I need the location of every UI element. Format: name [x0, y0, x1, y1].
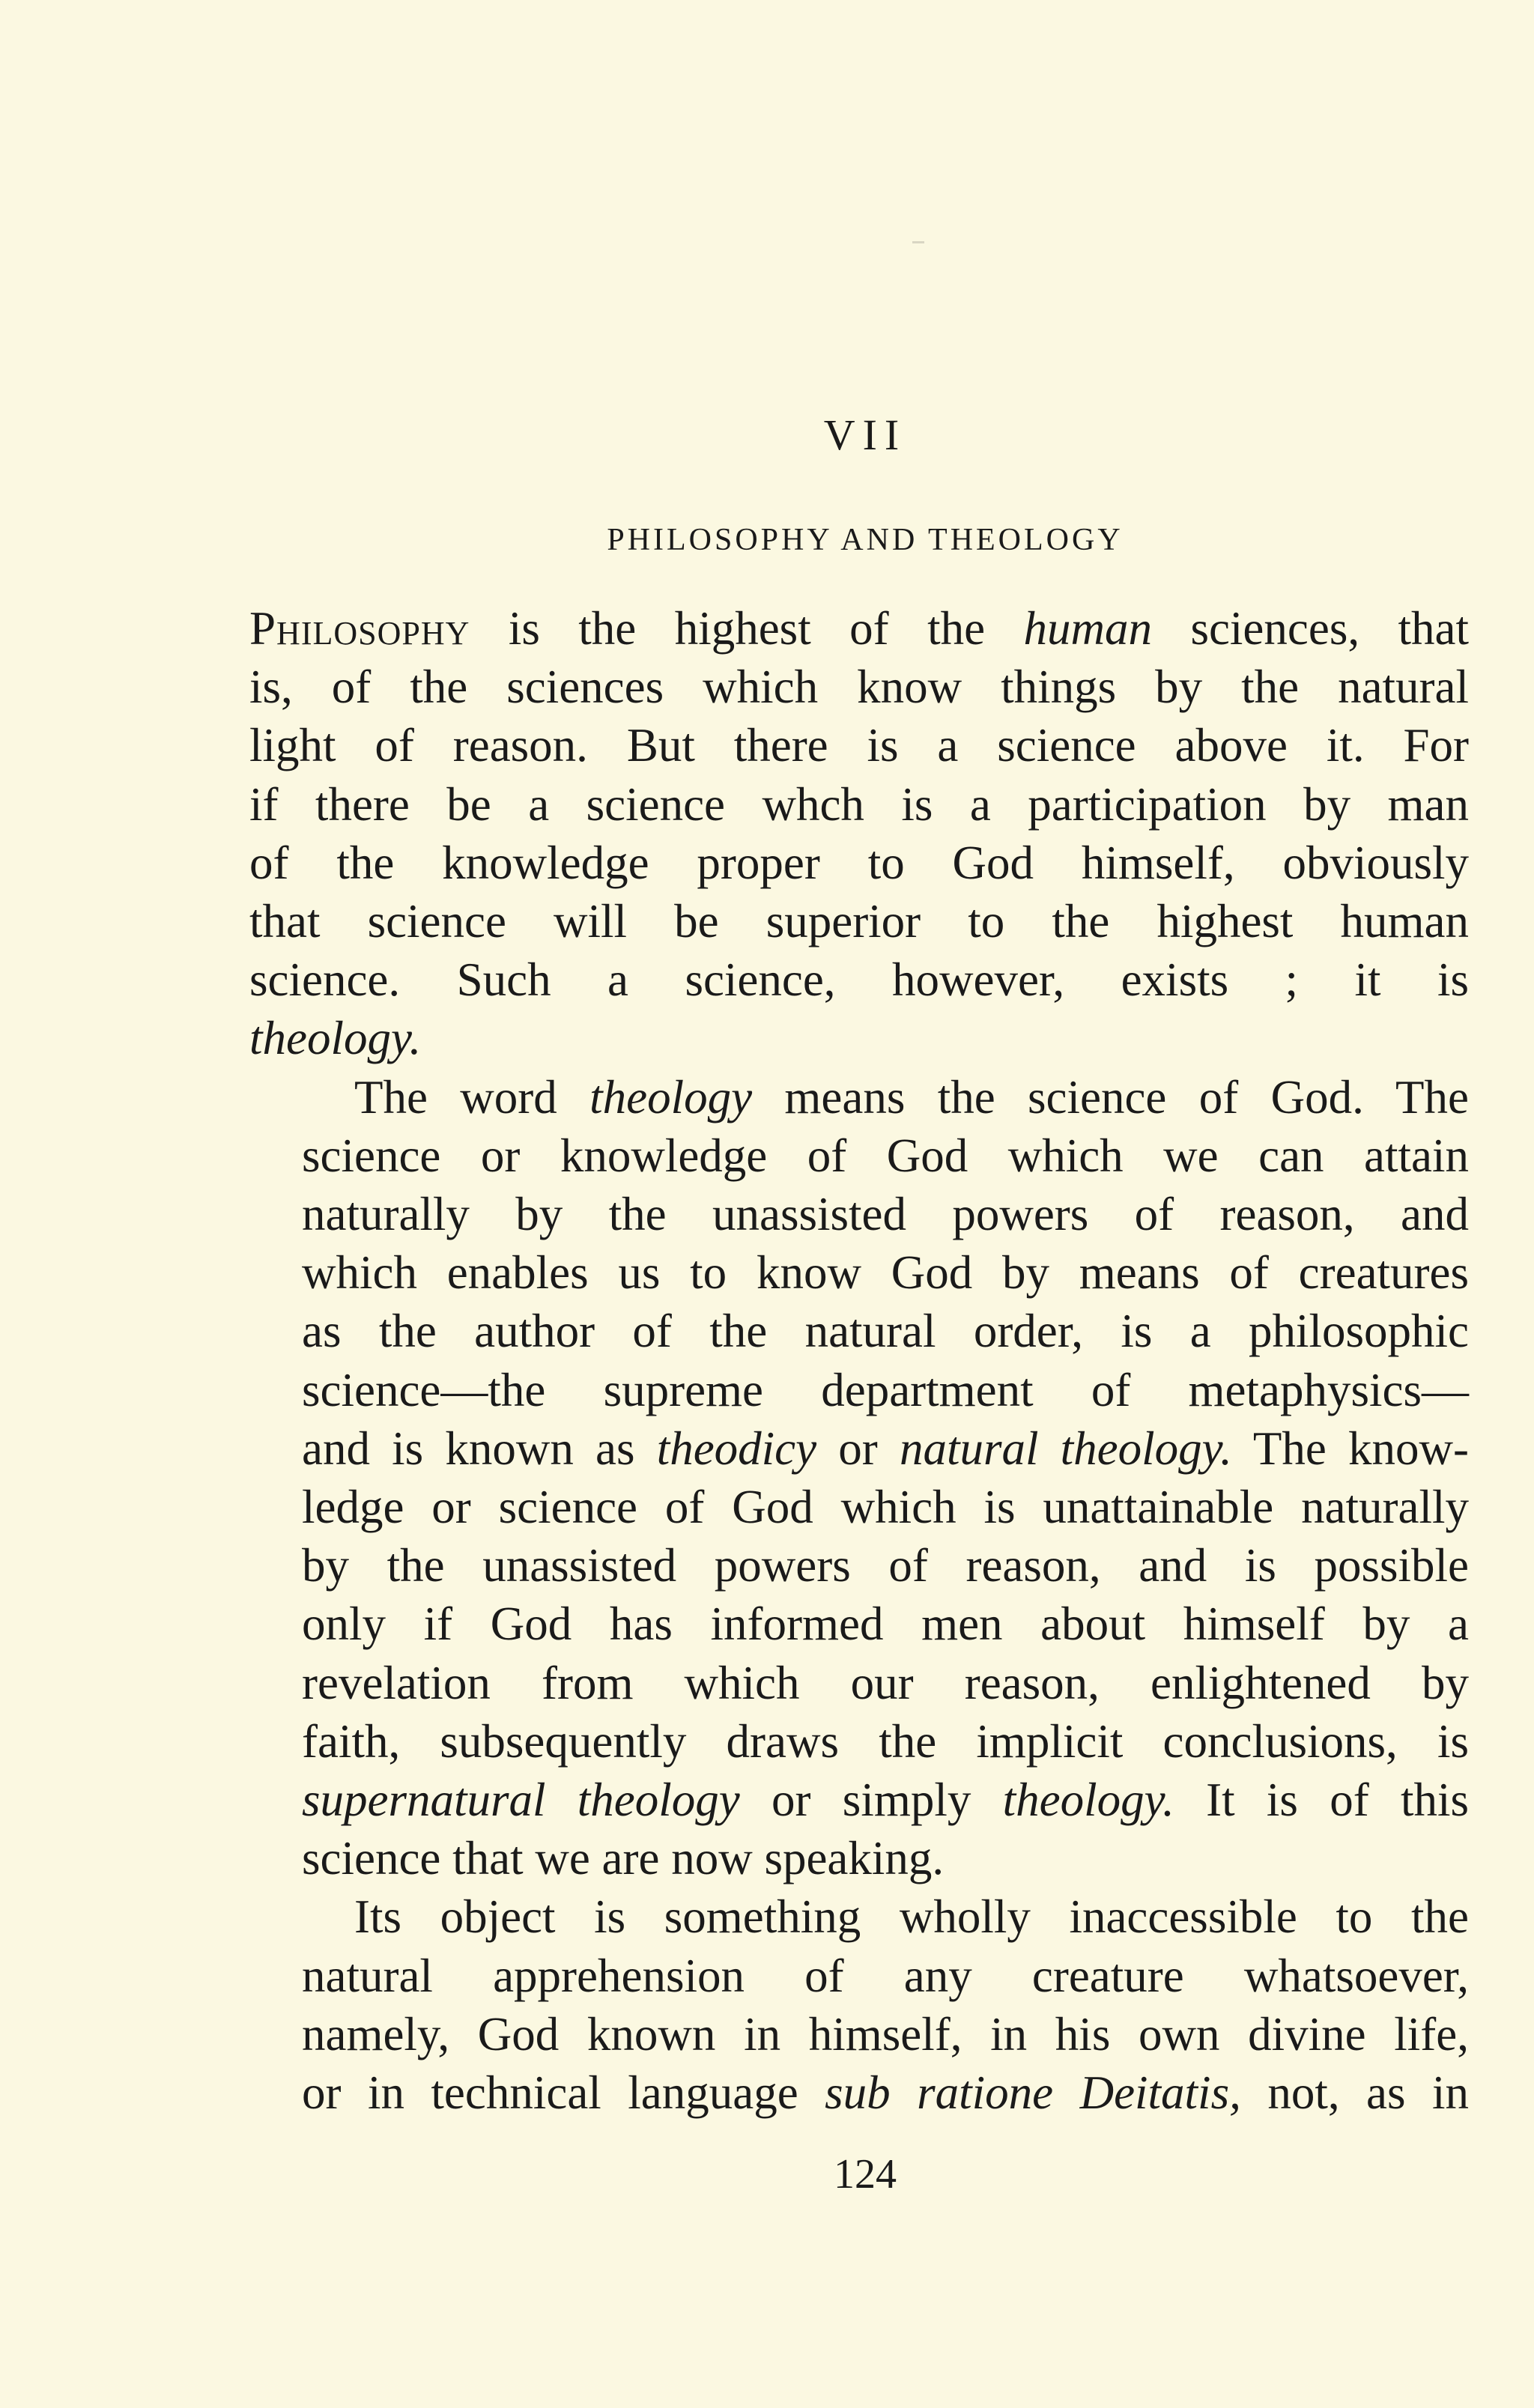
page-number: 124: [834, 2151, 897, 2198]
text-line: science or knowledge of God which we can attain: [302, 1129, 1469, 1182]
text-line: science—the supreme department of metaphysics—: [302, 1363, 1469, 1416]
paper-speck: [912, 241, 924, 243]
text-line: natural apprehension of any creature whatsoever,: [302, 1949, 1469, 2002]
text-run: not, as in: [1240, 2066, 1470, 2120]
text-line: light of reason. But there is a science above it. For: [249, 719, 1469, 772]
text-line: [249, 1009, 1469, 1067]
text-line: is, of the sciences which know things by the natural: [249, 661, 1469, 714]
text-line: by the unassisted powers of reason, and is possible: [302, 1539, 1469, 1592]
text-line: [249, 1068, 1469, 1126]
text-line: [249, 1771, 1469, 1829]
text-run: or: [816, 1422, 900, 1475]
text-run: means the science of God. The: [752, 1070, 1469, 1123]
italic-run: supernatural theology: [302, 1774, 740, 1827]
text-line: which enables us to know God by means of creatures: [302, 1246, 1469, 1299]
chapter-title: PHILOSOPHY AND THEOLOGY: [607, 523, 1124, 557]
text-run: The know-: [1231, 1422, 1470, 1475]
text-line: science. Such a science, however, exists ; it is: [249, 953, 1469, 1007]
text-line: naturally by the unassisted powers of reason, and: [302, 1188, 1469, 1241]
paragraph: [249, 1068, 1469, 1888]
text-line: that science will be superior to the highest human: [249, 895, 1469, 948]
italic-run: theology: [589, 1070, 753, 1123]
text-run: or in technical language: [302, 2066, 825, 2120]
text-run: is the highest of the: [470, 602, 1024, 655]
text-run: It is of this: [1174, 1774, 1469, 1827]
italic-run: sub ratione Deitatis,: [825, 2066, 1241, 2120]
italic-run: theology.: [1002, 1774, 1174, 1827]
italic-run: theology.: [249, 1012, 422, 1065]
italic-run: theodicy: [656, 1422, 817, 1475]
text-line: [249, 2063, 1469, 2122]
italic-run: natural theology.: [899, 1422, 1232, 1475]
text-line: Its object is something wholly inaccessible to the: [354, 1890, 1469, 1944]
chapter-number: VII: [823, 410, 907, 459]
text-line: [249, 599, 1469, 658]
text-line: science that we are now speaking.: [302, 1832, 945, 1885]
text-line: [249, 1419, 1469, 1478]
text-line: ledge or science of God which is unattainable naturally: [302, 1481, 1469, 1534]
text-line: as the author of the natural order, is a philosophic: [302, 1305, 1469, 1358]
text-run: The word: [354, 1070, 590, 1123]
text-run: and is known as: [302, 1422, 657, 1475]
paragraph: [249, 599, 1469, 1068]
italic-run: human: [1023, 602, 1152, 655]
text-line: namely, God known in himself, in his own divine life,: [302, 2007, 1469, 2060]
body-text: [249, 599, 1469, 2122]
paragraph: [249, 1887, 1469, 2122]
text-line: faith, subsequently draws the implicit conclusions, is: [302, 1714, 1469, 1768]
text-run: sciences, that: [1152, 602, 1470, 655]
text-line: only if God has informed men about himself by a: [302, 1598, 1469, 1651]
text-line: revelation from which our reason, enlightened by: [302, 1656, 1469, 1709]
text-run: or simply: [739, 1774, 1003, 1827]
lead-word: Philosophy: [249, 602, 470, 655]
text-line: of the knowledge proper to God himself, obviously: [249, 836, 1469, 889]
text-line: if there be a science whch is a participation by man: [249, 777, 1469, 831]
